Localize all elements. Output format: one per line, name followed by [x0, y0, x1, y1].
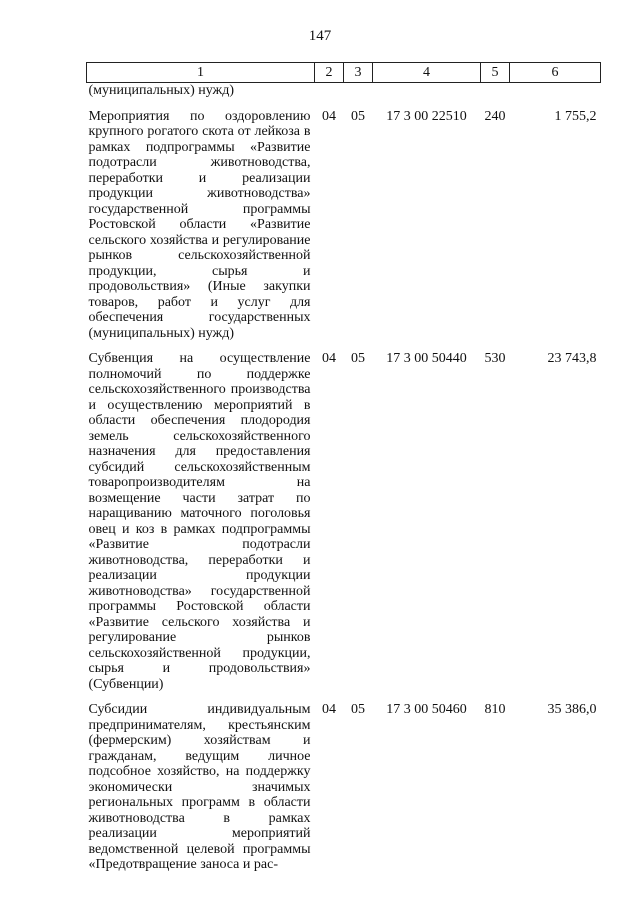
row-subsection: 05	[351, 351, 365, 366]
row-amount: 35 386,0	[547, 702, 597, 717]
table-row	[87, 702, 601, 873]
row-description: Мероприятия по оздоровлению крупного рогатого скота от лейкоза в рамках подпрограммы «Развитие подотрасли животноводства, переработки и реализации продукции животноводства» государственной программы Ростовской области «Развитие сельского хозяйства и регулирование рынков сельскохозяйственной продукции, сырья и продовольствия» (Иные закупки товаров, работ и услуг для обеспечения государственных (муниципальных) нужд)	[88, 108, 311, 341]
row-description: Субвенция на осуществление полномочий по поддержке сельскохозяйственного производства и осуществлению мероприятий в области обеспечения плодородия земель сельскохозяйственного назначения для предоставления субсидий сельскохозяйственным товаропроизводителям на возмещение части затрат по наращиванию маточного поголовья овец и коз в рамках подпрограммы «Развитие подотрасли животноводства, переработки и реализации продукции животноводства» государственной программы Ростовской области «Развитие сельского хозяйства и регулирование рынков сельскохозяйственной продукции, сырья и продовольствия» (Субвенции)	[88, 351, 311, 692]
table-body	[87, 83, 601, 873]
row-expense-type: 240	[484, 108, 506, 124]
row-amount: 23 743,8	[547, 351, 597, 366]
header-col-6: 6	[510, 63, 601, 83]
row-expense-type: 810	[484, 702, 506, 717]
header-col-2: 2	[315, 63, 344, 83]
header-col-1: 1	[87, 63, 315, 83]
continuation-row	[87, 83, 601, 99]
row-expense-type: 530	[484, 351, 506, 366]
continuation-text: (муниципальных) нужд)	[88, 83, 235, 98]
table-row	[87, 351, 601, 692]
table-header	[87, 63, 601, 83]
header-col-4: 4	[373, 63, 481, 83]
row-section: 04	[322, 108, 336, 124]
page-number: 147	[308, 28, 332, 44]
row-section: 04	[322, 351, 336, 366]
row-target-article: 17 3 00 50440	[386, 351, 467, 366]
row-target-article: 17 3 00 22510	[386, 108, 467, 124]
row-target-article: 17 3 00 50460	[386, 702, 467, 717]
header-row	[87, 63, 601, 83]
row-section: 04	[322, 702, 336, 717]
row-subsection: 05	[351, 108, 365, 124]
row-amount: 1 755,2	[554, 108, 597, 124]
budget-table	[86, 62, 601, 873]
row-description: Субсидии индивидуальным предпринимателям, крестьянским (фермерским) хозяйствам и гражданам, ведущим личное подсобное хозяйство, на поддержку экономически значимых региональных программ в области животноводства в рамках реализации мероприятий ведомственной целевой программы «Предотвращение заноса и рас-	[88, 702, 311, 872]
row-subsection: 05	[351, 702, 365, 717]
table-row	[87, 109, 601, 342]
header-col-5: 5	[481, 63, 510, 83]
header-col-3: 3	[344, 63, 373, 83]
